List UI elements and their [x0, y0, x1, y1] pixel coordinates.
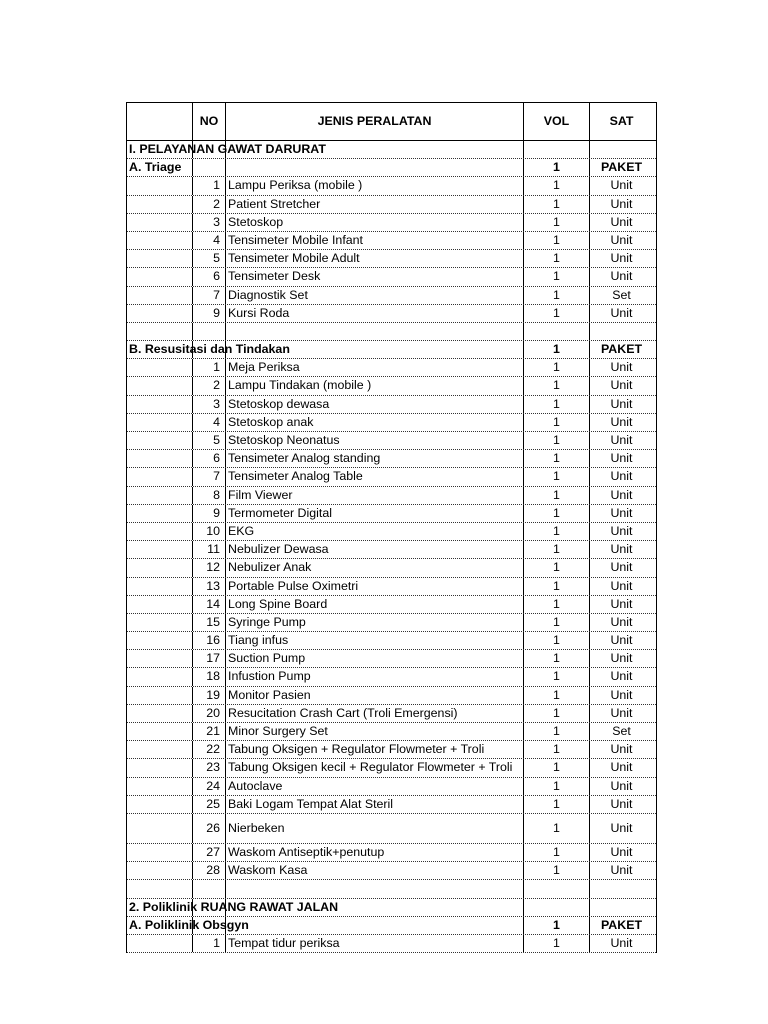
item-number: 11	[193, 541, 226, 558]
item-vol: 1	[524, 632, 590, 649]
group-vol: 1	[524, 917, 590, 934]
item-name: Nebulizer Dewasa	[226, 541, 524, 558]
item-vol: 1	[524, 778, 590, 795]
item-vol: 1	[524, 359, 590, 376]
item-number: 18	[193, 668, 226, 685]
blank-cell	[127, 614, 193, 631]
blank-cell	[127, 450, 193, 467]
item-number: 7	[193, 468, 226, 485]
item-number: 6	[193, 268, 226, 285]
blank-cell	[127, 396, 193, 413]
item-name: EKG	[226, 523, 524, 540]
item-number: 22	[193, 741, 226, 758]
item-name: Lampu Periksa (mobile )	[226, 177, 524, 194]
item-vol: 1	[524, 668, 590, 685]
item-vol: 1	[524, 487, 590, 504]
group-vol	[524, 141, 590, 158]
item-name: Nebulizer Anak	[226, 559, 524, 576]
table-row	[127, 305, 656, 323]
blank-cell	[127, 359, 193, 376]
item-sat: Unit	[610, 596, 633, 611]
item-vol: 1	[524, 450, 590, 467]
item-name: Tabung Oksigen kecil + Regulator Flowmeter + Troli	[226, 759, 524, 776]
table-row	[127, 614, 656, 632]
item-number: 2	[193, 196, 226, 213]
item-number: 15	[193, 614, 226, 631]
table-row	[127, 414, 656, 432]
section-row	[127, 141, 656, 159]
item-name: Termometer Digital	[226, 505, 524, 522]
item-vol: 1	[524, 196, 590, 213]
item-sat: Unit	[610, 651, 633, 666]
table-row	[127, 196, 656, 214]
item-sat: Unit	[610, 196, 633, 211]
table-row	[127, 541, 656, 559]
item-number: 1	[193, 177, 226, 194]
blank-cell	[127, 596, 193, 613]
item-name: Stetoskop	[226, 214, 524, 231]
table-row	[127, 759, 656, 777]
item-name: Minor Surgery Set	[226, 723, 524, 740]
item-name: Tabung Oksigen + Regulator Flowmeter + Troli	[226, 741, 524, 758]
blank-cell	[193, 323, 226, 340]
item-sat: Unit	[610, 669, 633, 684]
item-sat: Unit	[610, 505, 633, 520]
item-sat: Unit	[610, 378, 633, 393]
item-name: Long Spine Board	[226, 596, 524, 613]
item-number: 3	[193, 396, 226, 413]
header-blank-cell	[127, 103, 193, 140]
item-vol: 1	[524, 650, 590, 667]
item-number: 28	[193, 862, 226, 879]
item-sat: Set	[612, 287, 631, 302]
item-number: 23	[193, 759, 226, 776]
blank-cell	[127, 214, 193, 231]
table-row	[127, 450, 656, 468]
blank-cell	[193, 880, 226, 897]
item-vol: 1	[524, 396, 590, 413]
equipment-table	[126, 102, 657, 953]
item-sat: Unit	[610, 542, 633, 557]
table-row	[127, 862, 656, 880]
item-vol: 1	[524, 541, 590, 558]
item-name: Nierbeken	[226, 814, 524, 843]
blank-cell	[127, 250, 193, 267]
header-vol: VOL	[524, 103, 590, 140]
item-name: Portable Pulse Oximetri	[226, 578, 524, 595]
table-row	[127, 935, 656, 953]
blank-cell	[127, 632, 193, 649]
blank-cell	[127, 268, 193, 285]
item-name: Syringe Pump	[226, 614, 524, 631]
table-row	[127, 287, 656, 305]
group-sat: PAKET	[600, 917, 643, 932]
item-name: Waskom Kasa	[226, 862, 524, 879]
blank-cell	[127, 759, 193, 776]
item-vol: 1	[524, 596, 590, 613]
item-number: 5	[193, 432, 226, 449]
group-row	[127, 917, 656, 935]
item-name: Autoclave	[226, 778, 524, 795]
item-name: Tensimeter Mobile Infant	[226, 232, 524, 249]
group-row	[127, 159, 656, 177]
item-vol: 1	[524, 232, 590, 249]
table-row	[127, 632, 656, 650]
item-number: 12	[193, 559, 226, 576]
table-row	[127, 214, 656, 232]
item-sat: Unit	[610, 433, 633, 447]
group-vol	[524, 899, 590, 916]
item-name: Tensimeter Mobile Adult	[226, 250, 524, 267]
item-sat: Unit	[610, 614, 633, 629]
item-name: Tensimeter Analog standing	[226, 450, 524, 467]
item-name: Tensimeter Analog Table	[226, 468, 524, 485]
item-number: 10	[193, 523, 226, 540]
table-row	[127, 377, 656, 395]
blank-cell	[127, 414, 193, 431]
item-sat: Set	[612, 724, 631, 738]
item-number: 13	[193, 578, 226, 595]
table-row	[127, 814, 656, 844]
table-row	[127, 359, 656, 377]
item-number: 26	[193, 814, 226, 843]
table-row	[127, 432, 656, 450]
item-vol: 1	[524, 214, 590, 231]
item-vol: 1	[524, 505, 590, 522]
item-vol: 1	[524, 687, 590, 704]
item-sat: Unit	[610, 705, 633, 720]
table-header	[127, 103, 656, 141]
table-row	[127, 668, 656, 686]
item-name: Diagnostik Set	[226, 287, 524, 304]
table-row	[127, 396, 656, 414]
table-row	[127, 796, 656, 814]
item-name: Suction Pump	[226, 650, 524, 667]
item-name: Stetoskop dewasa	[226, 396, 524, 413]
item-number: 9	[193, 305, 226, 322]
item-number: 8	[193, 487, 226, 504]
item-number: 7	[193, 287, 226, 304]
blank-cell	[226, 323, 524, 340]
table-row	[127, 268, 656, 286]
table-row	[127, 578, 656, 596]
item-number: 24	[193, 778, 226, 795]
item-vol: 1	[524, 432, 590, 449]
item-sat: Unit	[610, 778, 633, 793]
table-row	[127, 778, 656, 796]
blank-cell	[127, 880, 193, 897]
group-title: A. Triage	[129, 160, 182, 175]
item-sat: Unit	[610, 451, 633, 466]
group-sat	[590, 141, 653, 158]
group-sat	[590, 899, 653, 916]
item-vol: 1	[524, 523, 590, 540]
blank-cell	[127, 862, 193, 879]
item-vol: 1	[524, 250, 590, 267]
item-sat: Unit	[610, 232, 633, 247]
blank-cell	[127, 232, 193, 249]
item-number: 1	[193, 935, 226, 952]
group-vol: 1	[524, 159, 590, 176]
item-vol: 1	[524, 759, 590, 776]
table-row	[127, 487, 656, 505]
blank-cell	[127, 377, 193, 394]
group-title: A. Poliklinik Obsgyn	[129, 917, 249, 932]
table-row	[127, 705, 656, 723]
table-row	[127, 687, 656, 705]
blank-cell	[127, 559, 193, 576]
section-title: 2. Poliklinik RUANG RAWAT JALAN	[129, 899, 339, 914]
item-sat: Unit	[610, 863, 633, 878]
item-sat: Unit	[610, 844, 633, 859]
blank-cell	[127, 432, 193, 449]
item-sat: Unit	[610, 687, 633, 702]
item-number: 4	[193, 232, 226, 249]
blank-cell	[127, 935, 193, 952]
table-row	[127, 523, 656, 541]
item-number: 14	[193, 596, 226, 613]
item-vol: 1	[524, 844, 590, 861]
item-name: Baki Logam Tempat Alat Steril	[226, 796, 524, 813]
blank-row	[127, 323, 656, 341]
item-vol: 1	[524, 377, 590, 394]
item-name: Waskom Antiseptik+penutup	[226, 844, 524, 861]
table-body	[127, 141, 656, 953]
blank-cell	[127, 487, 193, 504]
item-sat: Unit	[610, 523, 633, 538]
blank-cell	[127, 305, 193, 322]
item-sat: Unit	[610, 251, 633, 266]
blank-cell	[127, 196, 193, 213]
blank-cell	[127, 668, 193, 685]
item-number: 2	[193, 377, 226, 394]
header-jenis-peralatan: JENIS PERALATAN	[226, 103, 524, 140]
table-row	[127, 505, 656, 523]
section-title: I. PELAYANAN GAWAT DARURAT	[129, 142, 326, 156]
blank-cell	[590, 323, 653, 340]
table-row	[127, 723, 656, 741]
item-vol: 1	[524, 862, 590, 879]
table-row	[127, 177, 656, 195]
item-sat: Unit	[610, 742, 633, 757]
group-title: B. Resusitasi dan Tindakan	[129, 342, 290, 357]
section-row	[127, 899, 656, 917]
blank-cell	[127, 468, 193, 485]
item-sat: Unit	[610, 305, 633, 320]
blank-row	[127, 880, 656, 898]
item-number: 3	[193, 214, 226, 231]
item-number: 5	[193, 250, 226, 267]
blank-cell	[127, 578, 193, 595]
blank-cell	[127, 287, 193, 304]
table-row	[127, 468, 656, 486]
table-row	[127, 596, 656, 614]
blank-cell	[226, 917, 524, 934]
item-name: Kursi Roda	[226, 305, 524, 322]
item-name: Tiang infus	[226, 632, 524, 649]
item-sat: Unit	[610, 269, 633, 284]
item-vol: 1	[524, 578, 590, 595]
group-sat: PAKET	[600, 160, 643, 175]
table-row	[127, 232, 656, 250]
item-sat: Unit	[610, 360, 633, 375]
item-sat: Unit	[610, 469, 633, 484]
item-vol: 1	[524, 305, 590, 322]
item-vol: 1	[524, 614, 590, 631]
item-number: 20	[193, 705, 226, 722]
header-no: NO	[193, 103, 226, 140]
blank-cell	[127, 741, 193, 758]
item-number: 21	[193, 723, 226, 740]
item-name: Stetoskop Neonatus	[226, 432, 524, 449]
item-vol: 1	[524, 705, 590, 722]
item-sat: Unit	[610, 820, 633, 835]
blank-cell	[524, 880, 590, 897]
item-vol: 1	[524, 796, 590, 813]
item-sat: Unit	[610, 178, 633, 193]
item-name: Resucitation Crash Cart (Troli Emergensi)	[226, 705, 524, 722]
item-name: Lampu Tindakan (mobile )	[226, 377, 524, 394]
item-sat: Unit	[610, 214, 633, 229]
blank-cell	[127, 796, 193, 813]
blank-cell	[127, 505, 193, 522]
item-vol: 1	[524, 935, 590, 952]
table-row	[127, 250, 656, 268]
blank-cell	[127, 323, 193, 340]
item-sat: Unit	[610, 487, 633, 502]
item-vol: 1	[524, 268, 590, 285]
item-name: Monitor Pasien	[226, 687, 524, 704]
blank-cell	[127, 844, 193, 861]
blank-cell	[127, 723, 193, 740]
blank-cell	[524, 323, 590, 340]
item-name: Tempat tidur periksa	[226, 935, 524, 952]
group-row	[127, 341, 656, 359]
item-number: 27	[193, 844, 226, 861]
blank-cell	[127, 650, 193, 667]
item-vol: 1	[524, 723, 590, 740]
blank-cell	[193, 159, 226, 176]
item-number: 16	[193, 632, 226, 649]
blank-cell	[127, 177, 193, 194]
item-vol: 1	[524, 287, 590, 304]
item-vol: 1	[524, 414, 590, 431]
item-name: Tensimeter Desk	[226, 268, 524, 285]
blank-cell	[127, 523, 193, 540]
item-name: Film Viewer	[226, 487, 524, 504]
item-number: 1	[193, 359, 226, 376]
blank-cell	[127, 814, 193, 843]
table-row	[127, 741, 656, 759]
group-vol: 1	[524, 341, 590, 358]
item-sat: Unit	[610, 578, 633, 593]
header-sat: SAT	[609, 114, 634, 128]
blank-cell	[226, 880, 524, 897]
item-sat: Unit	[610, 396, 633, 411]
table-row	[127, 650, 656, 668]
item-name: Meja Periksa	[226, 359, 524, 376]
item-number: 19	[193, 687, 226, 704]
item-sat: Unit	[610, 414, 633, 429]
table-row	[127, 559, 656, 577]
blank-cell	[127, 687, 193, 704]
item-number: 9	[193, 505, 226, 522]
blank-cell	[127, 705, 193, 722]
item-name: Infustion Pump	[226, 668, 524, 685]
item-vol: 1	[524, 468, 590, 485]
item-number: 17	[193, 650, 226, 667]
group-sat: PAKET	[600, 342, 643, 357]
item-number: 6	[193, 450, 226, 467]
item-name: Patient Stretcher	[226, 196, 524, 213]
blank-cell	[127, 778, 193, 795]
item-sat: Unit	[610, 760, 633, 775]
item-sat: Unit	[610, 633, 633, 648]
blank-cell	[127, 541, 193, 558]
item-sat: Unit	[610, 935, 633, 950]
item-number: 25	[193, 796, 226, 813]
item-sat: Unit	[610, 560, 633, 575]
item-vol: 1	[524, 559, 590, 576]
item-vol: 1	[524, 814, 590, 843]
blank-cell	[226, 159, 524, 176]
blank-cell	[590, 880, 653, 897]
item-sat: Unit	[610, 796, 633, 811]
item-vol: 1	[524, 741, 590, 758]
item-number: 4	[193, 414, 226, 431]
table-row	[127, 844, 656, 862]
item-name: Stetoskop anak	[226, 414, 524, 431]
item-vol: 1	[524, 177, 590, 194]
